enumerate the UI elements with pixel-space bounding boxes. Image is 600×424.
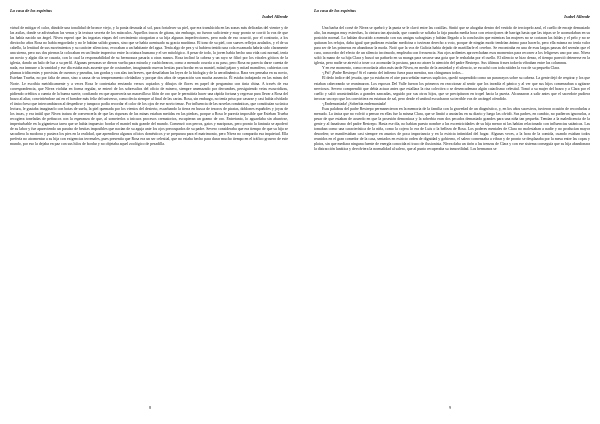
page-number: 8 [148,405,152,410]
page-header [314,8,590,26]
body-text [10,26,288,406]
paragraph: -¡Endemoniada! ¡Soberbia endemoniada! [322,101,387,106]
page-number: 9 [448,405,452,410]
paragraph: Esas palabras del padre Restrepo permanecieron en la memoria de la familia con la gravedad de un diagnóstico, y, en los años sucesivos, tuvieron ocasión de recordarlas a menudo. La única que no volvió a pensar en ellas fue la misma Clara, que se limitó a anotarlas en su diario y luego las olvidó. Sus padres, en cambio, no pudieron ignorarlas, a pesar de que estaban de acuerdo en que la posesión demoníaca y la soberbia eran dos pecados demasiado grandes para una niña tan pequeña. Temían a la maledicencia de la gente y al fanatismo del padre Restrepo. Hasta ese día, no habían puesto nombre a las excentricidades de su hija menor ni las habían relacionado con influencias satánicas. Las tomaban como una característica de la niña, como la cojera lo era de Luis o la belleza de Rosa. Los poderes mentales de Clara no molestaban a nadie y no producían mayor desorden; se manifestaban casi siempre en asuntos de poca importancia y en la estricta intimidad del hogar. Algunas veces, a la hora de la comida, cuando estaban todos reunidos en el gran comedor de la casa, sentados en estricto orden de dignidad y gobierno, el salero comenzaba a vibrar y de pronto se desplazaba por la mesa entre las copas y platos, sin que mediara ninguna fuente de energía conocida ni truco de ilusionista. Nívea daba un tirón a las trenzas de Clara y con ese sistema conseguía que su hija abandonara la distracción lunática y devolviera la normalidad al salero, que al punto recuperaba su inmovilidad. Los hermanos se [314,106,590,152]
paragraph: Y en ese momento, como recordaría años más tarde Nívea, en medio de la ansiedad y el silencio, se escuchó con toda nitidez la voz de su pequeña Clara. [322,66,560,71]
header-author: Isabel Allende [262,14,288,19]
right-page [300,0,600,424]
header-author: Isabel Allende [564,14,590,19]
paragraph: El dedo índice del jesuita, que ya estaba en el aire para señalar nuevos suplicios, quedó suspendido como un pararrayos sobre su cabeza. La gente dejó de respirar y los que estaban cabeceando se reanimaron. Los esposos Del Valle fueron los primeros en reaccionar al sentir que los invadía el pánico y al ver que sus hijos comenzaban a agitarse nerviosos. Severo comprendió que debía actuar antes que estallara la risa colectiva o se desencadenara algún cataclismo celestial. Tomó a su mujer del brazo y a Clara por el cuello y salió arrastrándolas a grandes zancadas, seguido por sus otros hijos, que se precipitaron en tropel hacia la puerta. Alcanzaron a salir antes que el sacerdote pudiera invocar un rayo que los convirtiera en estatuas de sal, pero desde el umbral escucharon su terrible voz de arcángel ofendido. [314,76,590,101]
header-book-title: La casa de los espíritus [314,8,356,13]
paragraph: Una barba del corsé de Nívea se quebró y la punta se le clavó entre las costillas. Sintió que se ahogaba dentro del vestido de terciopelo azul, el cuello de encaje demasiado alto, las mangas muy estrechas, la cintura tan ajustada, que cuando se soltaba la faja pasaba media hora con retorcijones de barriga hasta que las tripas se le acomodaban en su posición normal. Lo habían discutido a menudo con sus amigas sufragistas y habían llegado a la conclusión que mientras las mujeres no se cortaran las faldas y el pelo y no se quitaran los refajos, daba igual que pudieran estudiar medicina o tuvieran derecho a voto, porque de ningún modo tendrían ánimo para hacerlo, pero ella misma no tenía valor para ser de las primeras en abandonar la moda. Notó que la voz de Galicia había dejado de martillarle el cerebro. Se encontraba en una de esas largas pausas del sermón que el cura, conocedor del efecto de un silencio incómodo, empleaba con frecuencia. Sus ojos ardientes aprovechaban esos momentos para recorrer a los feligreses uno por uno. Nívea soltó la mano de su hija Clara y buscó un pañuelo en su manga para secarse una gota que le resbalaba por el cuello. El silencio se hizo denso, el tiempo pareció detenerse en la iglesia, pero nadie se atrevió a toser o a acomodar la postura, para no atraer la atención del padre Restrepo. Sus últimas frases todavía vibraban entre las columnas. [314,26,590,66]
paragraph: -¡Pst! ¡Padre Restrepo! Si el cuento del infierno fuera pura mentira, nos chingamos todos... [322,71,464,76]
page-header [10,8,288,26]
paragraph: virtud de mitigar el calor, dándole una tonalidad de bronce viejo, y la ponía desnuda al sol, para fortalecer su piel, que era translúcida en las zonas más delicadas del vientre y de las axilas, donde se adivinaban las venas y la textura secreta de los músculos. Aquellos trucos de gitana, sin embargo, no fueron suficiente y muy pronto se corrió la voz de que las había nacido un ángel. Nívea esperó que las ingratas etapas del crecimiento otorgarían a su hija algunas imperfecciones, pero nada de eso ocurrió, por el contrario, a los dieciocho años Rosa no había engordado y no le habían salido granos, sino que se había acentuado su gracia marítima. El tono de su piel, con suaves reflejos azulados, y el de su cabello, la lentitud de sus movimientos y su carácter silencioso, evocaban a un habitante del agua. Tenía algo de pez y si hubiera tenido una cola escamada habría sido claramente una sirena, pero sus dos piernas la colocaban en un límite impreciso entre la criatura humana y el ser mitológico. A pesar de todo, la joven había hecho una vida casi normal, tenía un novio y algún día se casaría, con lo cual la responsabilidad de su hermosura pasaría a otras manos. Rosa inclinó la cabeza y un rayo se filtró por los vitrales góticos de la iglesia, dando un halo de luz a su perfil. Algunas personas se dieron vuelta para mirarla y cuchichearon, como a menudo ocurría a su paso, pero Rosa no parecía darse cuenta de nada, era inmune a la vanidad y ese día estaba más ausente que de costumbre, imaginando nuevas bestias para bordar en su mantel, mitad pájaro y mitad mamífero, cubiertas con plumas iridiscentes y provistas de cuernos y pezuñas, tan gordas y con alas tan breves, que desafiaban las leyes de la biología y de la aerodinámica. Rara vez pensaba en su novio, Esteban Trueba, no por falta de amor, sino a causa de su temperamento olvidadizo y porque dos años de separación son mucha ausencia. Él estaba trabajando en las minas del Norte. Le escribía metódicamente y a veces Rosa le contestaba enviando versos copiados y dibujos de flores en papel de pergamino con tinta china. A través de esa correspondencia, que Nívea violaba en forma regular, se enteró de los sobresaltos del oficio de minero, siempre amenazado por derrumbes, persiguiendo vetas escurridizas, pidiendo créditos a cuenta de la buena suerte, confiando en que aparecería un maravilloso filón de oro que le permitiría hacer una rápida fortuna y regresar para llevar a Rosa del brazo al altar, convirtiéndose así en el hombre más feliz del universo, como decía siempre al final de las cartas. Rosa, sin embargo, no tenía prisa por casarse y casi había olvidado el único beso que intercambiaron al despedirse y tampoco podía recordar el color de los ojos de ese novio tenaz. Por influencia de las novelas románticas, que constituían su única lectura, le gustaba imaginarlo con botas de suela, la piel quemada por los vientos del desierto, escarbando la tierra en busca de tesoros de piratas, doblones españoles y joyas de los incas, y era inútil que Nívea tratara de convencerla de que las riquezas de las minas estaban metidas en las piedras, porque a Rosa le parecía imposible que Esteban Trueba recogiera toneladas de peñascos con la esperanza de que, al someterlos a inicuos procesos crematorios, escupieran un gramo de oro. Entretanto, lo aguardaba sin aburrirse, imperturbable en la gigantesca tarea que se había impuesto: bordar el mantel más grande del mundo. Comenzó con perros, gatos y mariposas, pero pronto la fantasía se apoderó de su labor y fue apareciendo un paraíso de bestias imposibles que nacían de su aguja ante los ojos preocupados de su padre. Severo consideraba que era tiempo de que su hija se sacudiera la modorra y pusiera los pies en la realidad, que aprendiera algunos oficios domésticos y se preparara para el matrimonio, pero Nívea no compartía esa inquietud. Ella prefería no atormentar a su hija con exigencias terrenales, pues presentía que Rosa era un ser celestial, que no estaba hecho para durar mucho tiempo en el tráfico grosero de este mundo, por eso la dejaba en paz con sus hilos de bordar y no objetaba aquel zoológico de pesadilla. [10,26,288,147]
header-book-title: La casa de los espíritus [10,8,52,13]
body-text [314,26,590,406]
